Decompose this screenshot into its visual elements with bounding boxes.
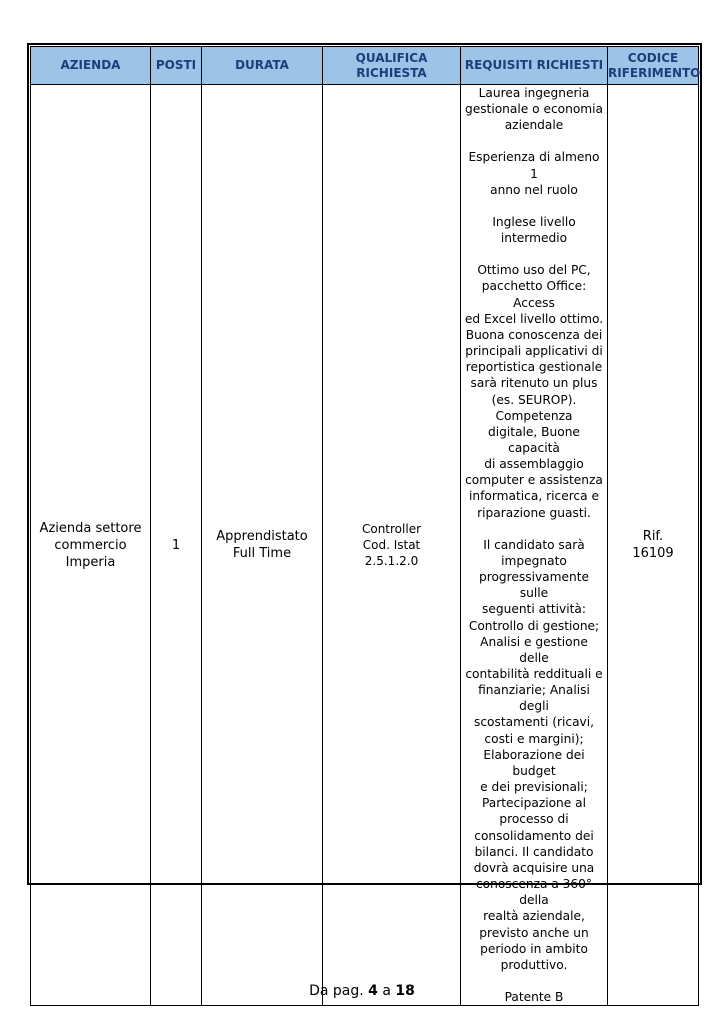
requisiti-line: Controllo di gestione; [468, 618, 600, 633]
header-codice [608, 47, 699, 85]
cell-posti [151, 85, 202, 1006]
qualifica-line: Controller [361, 522, 422, 537]
requisiti-line: consolidamento dei [474, 828, 594, 843]
requisiti-line: dovrà acquisire una [473, 860, 595, 875]
requisiti-line: Inglese livello [492, 214, 576, 229]
cell-durata [202, 85, 323, 1006]
requisiti-line: costi e margini); [484, 731, 584, 746]
page-footer [0, 983, 724, 999]
requisiti-line: computer e assistenza [465, 473, 603, 488]
durata-line: Apprendistato [216, 529, 308, 545]
requisiti-line: Partecipazione al [481, 796, 587, 811]
requisiti-line: processo di [499, 812, 569, 827]
codice-line: 16109 [632, 546, 674, 562]
requisiti-line: Analisi e gestione delle [480, 634, 588, 665]
requisiti-spacer [464, 198, 604, 214]
requisiti-line: impegnato [501, 553, 567, 568]
cell-qualifica [323, 85, 461, 1006]
requisiti-line: Laurea ingegneria [478, 86, 590, 100]
header-codice-line2: RIFERIMENTO [608, 65, 701, 80]
requisiti-line: intermedio [500, 231, 568, 246]
requisiti-line: di assemblaggio [484, 457, 584, 472]
requisiti-line: realtà aziendale, [483, 909, 585, 924]
requisiti-spacer [464, 246, 604, 262]
requisiti-line: periodo in ambito [480, 941, 588, 956]
requisiti-line: principali applicativi di [465, 344, 603, 359]
requisiti-line: conoscenza a 360° della [475, 877, 593, 908]
requisiti-line: digitale, Buone capacità [488, 424, 580, 455]
footer-current-page: 4 [368, 983, 378, 999]
requisiti-line: progressivamente sulle [478, 570, 590, 601]
requisiti-line: gestionale o economia [464, 102, 604, 117]
requisiti-line: informatica, ricerca e [469, 489, 599, 504]
requisiti-line: Patente B [504, 989, 564, 1004]
azienda-line: Imperia [65, 554, 116, 570]
requisiti-line: pacchetto Office: Access [481, 279, 587, 310]
table-header-row [31, 47, 699, 85]
requisiti-line: riparazione guasti. [477, 505, 591, 520]
requisiti-line: bilanci. Il candidato [474, 844, 594, 859]
requisiti-line: finanziarie; Analisi degli [478, 683, 590, 714]
cell-codice [608, 85, 699, 1006]
header-durata: DURATA [202, 47, 323, 85]
qualifica-line: 2.5.1.2.0 [364, 554, 419, 569]
footer-total-pages: 18 [395, 983, 415, 999]
requisiti-list [464, 85, 604, 1005]
header-posti: POSTI [151, 47, 202, 85]
requisiti-line: ed Excel livello ottimo. [464, 311, 604, 326]
header-codice-line1: CODICE [627, 50, 679, 65]
requisiti-spacer [464, 521, 604, 537]
requisiti-line: Esperienza di almeno 1 [468, 150, 600, 181]
codice-line: Rif. [642, 529, 664, 545]
header-requisiti: REQUISITI RICHIESTI [461, 47, 608, 85]
requisiti-line: e dei previsionali; [480, 780, 588, 795]
job-listing-table [30, 46, 699, 1006]
cell-azienda [31, 85, 151, 1006]
requisiti-line: contabilità reddituali e [465, 667, 603, 681]
requisiti-line: Il candidato sarà [483, 537, 585, 552]
cell-requisiti [461, 85, 608, 1006]
footer-prefix: Da pag. [309, 983, 364, 999]
requisiti-line: reportistica gestionale [465, 360, 603, 375]
azienda-line: Azienda settore [39, 520, 142, 536]
qualifica-line: Cod. Istat [362, 538, 421, 553]
header-azienda: AZIENDA [31, 47, 151, 85]
requisiti-line: produttivo. [500, 957, 568, 972]
requisiti-line: seguenti attività: [482, 602, 586, 617]
requisiti-line: Elaborazione dei budget [483, 747, 585, 778]
footer-separator: a [382, 983, 391, 999]
header-qualifica: QUALIFICA RICHIESTA [323, 47, 461, 85]
requisiti-line: Ottimo uso del PC, [477, 263, 591, 278]
requisiti-line: Competenza [495, 408, 573, 423]
requisiti-line: Buona conoscenza dei [465, 327, 603, 342]
azienda-line: commercio [54, 537, 127, 553]
requisiti-line: anno nel ruolo [490, 182, 578, 197]
requisiti-line: (es. SEUROP). [491, 392, 577, 407]
requisiti-line: scostamenti (ricavi, [473, 715, 595, 730]
durata-line: Full Time [232, 546, 292, 562]
requisiti-line: aziendale [504, 118, 564, 133]
requisiti-line: sarà ritenuto un plus [470, 376, 598, 391]
requisiti-line: previsto anche un [479, 925, 589, 940]
posti-value: 1 [171, 537, 181, 553]
table-row [31, 85, 699, 1006]
requisiti-spacer [464, 133, 604, 149]
